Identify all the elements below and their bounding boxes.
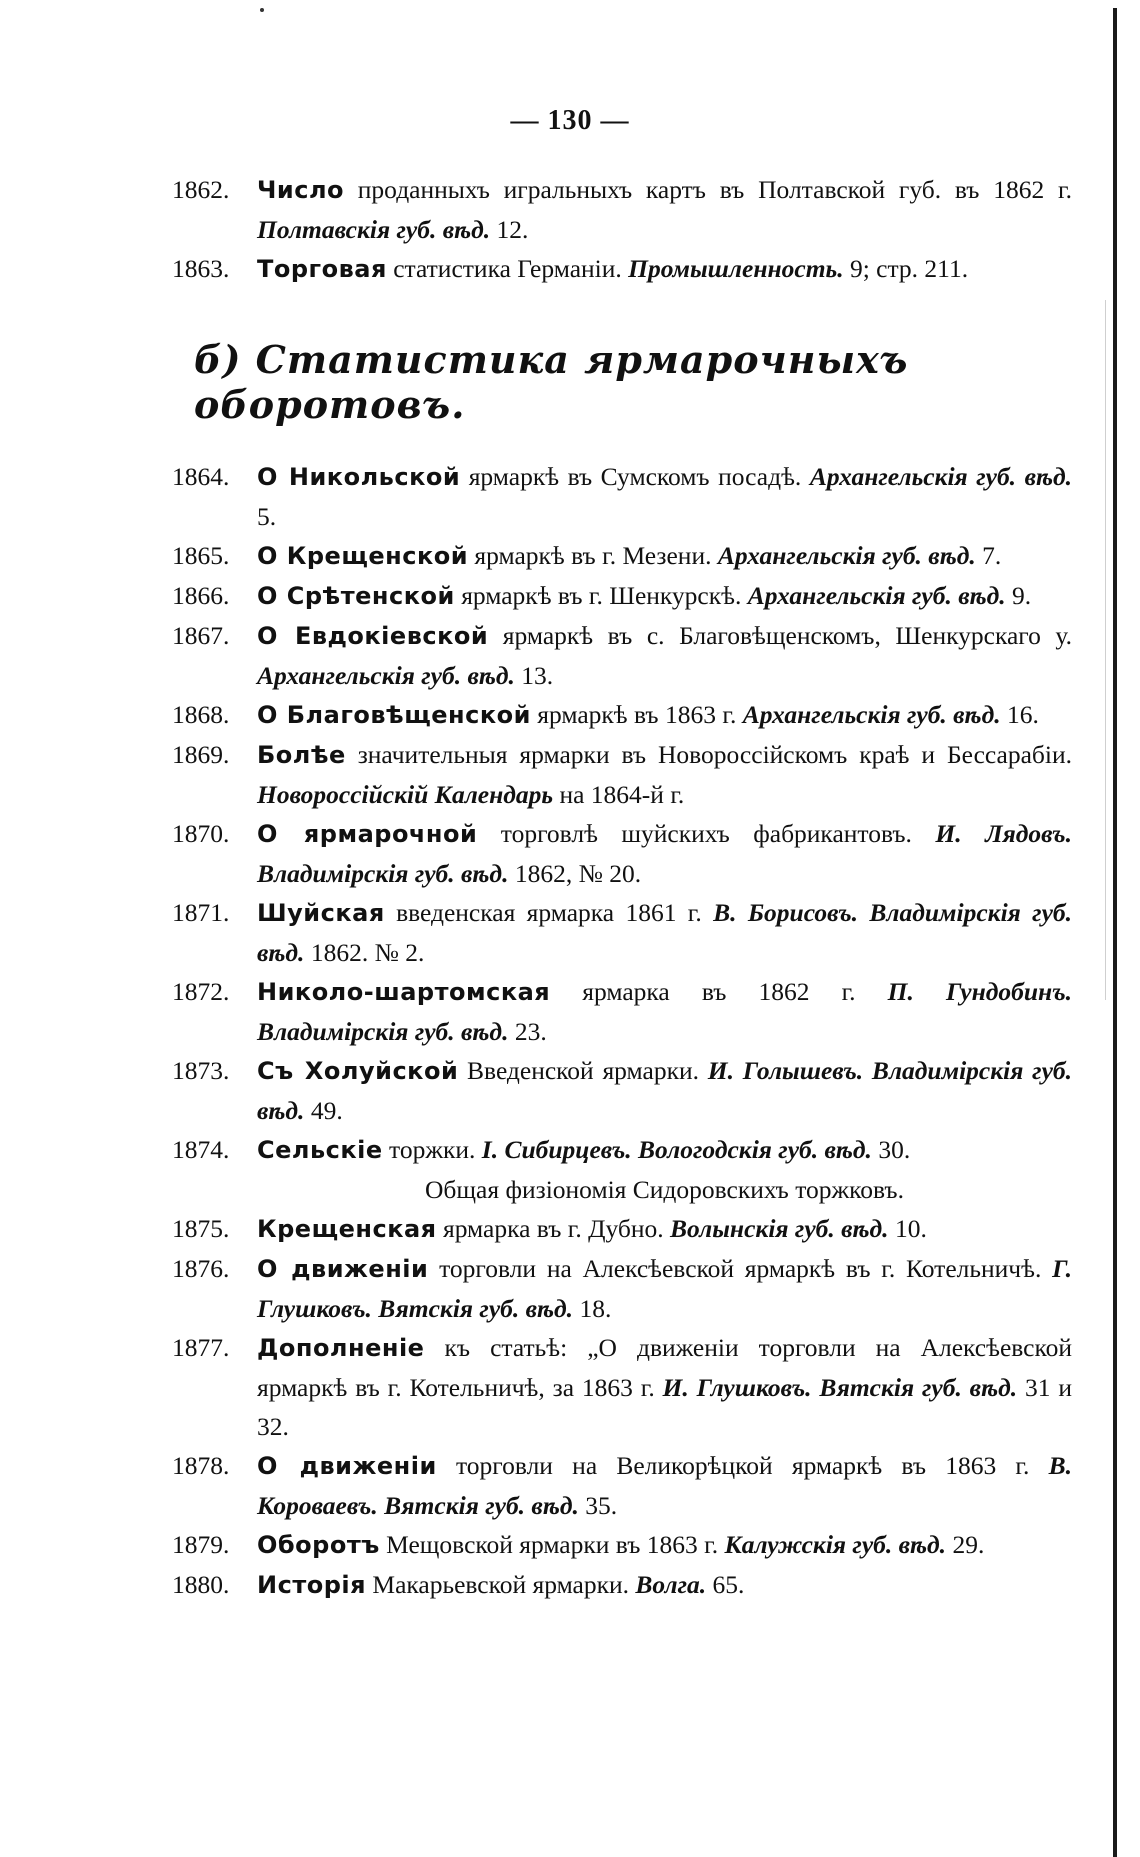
entry-body: ярмарка въ 1862 г. bbox=[550, 977, 888, 1006]
entry-source: В. Борисовъ. Владимірскія губ. вѣд. bbox=[257, 898, 1072, 967]
entry-number: 1877. bbox=[172, 1333, 230, 1362]
entry-number: 1868. bbox=[172, 700, 230, 729]
entry-body: торговлѣ шуйскихъ фабрикантовъ. bbox=[477, 819, 936, 848]
entry bbox=[172, 536, 1072, 576]
entry bbox=[172, 1446, 1072, 1525]
entry-number: 1864. bbox=[172, 462, 230, 491]
entry-body: торговли на Великорѣцкой ярмаркѣ въ 1863 г. bbox=[436, 1451, 1049, 1480]
entry-text bbox=[257, 536, 1072, 576]
entry-tail: 35. bbox=[578, 1491, 618, 1520]
entry-tail: на 1864-й г. bbox=[553, 780, 685, 809]
entry-source: Новороссійскій Календарь bbox=[257, 780, 554, 809]
entry bbox=[172, 170, 1072, 249]
entry-tail: 30. bbox=[871, 1135, 911, 1164]
entry-text bbox=[257, 814, 1072, 893]
entry-text bbox=[257, 1328, 1072, 1446]
entry-text bbox=[257, 1209, 1072, 1249]
entry-tail: 9. bbox=[1005, 581, 1032, 610]
entry-source: Г. Глушковъ. Вятскія губ. вѣд. bbox=[257, 1254, 1072, 1323]
entry-number: 1862. bbox=[172, 175, 230, 204]
entry-body: Мещовской ярмарки въ 1863 г. bbox=[379, 1530, 725, 1559]
entry-lead: О движеніи bbox=[257, 1452, 437, 1480]
entry-tail: 1862. № 2. bbox=[304, 938, 425, 967]
entry-source: Архангельскія губ. вѣд. bbox=[809, 462, 1072, 491]
entry-body: торжки. bbox=[382, 1135, 482, 1164]
entry-text bbox=[257, 1249, 1072, 1328]
section-heading: б) Статистика ярмарочныхъ оборотовъ. bbox=[194, 337, 909, 427]
entry-text bbox=[257, 576, 1072, 616]
entry-tail: 65. bbox=[706, 1570, 745, 1599]
page-number: — 130 — bbox=[510, 105, 630, 136]
entry-number: 1870. bbox=[172, 819, 230, 848]
page-edge-line bbox=[1113, 8, 1117, 1857]
entry-source: І. Сибирцевъ. Вологодскія губ. вѣд. bbox=[481, 1135, 872, 1164]
entry-body: къ статьѣ: „О движеніи торговли на Алексѣевской ярмаркѣ въ г. Котельничѣ, за 1863 г. bbox=[257, 1333, 1072, 1402]
entry-source: Архангельскія губ. вѣд. bbox=[742, 700, 1001, 729]
entry-tail: 31 и 32. bbox=[257, 1373, 1072, 1441]
entry-body: значительныя ярмарки въ Новороссійскомъ краѣ и Бессарабіи. bbox=[345, 740, 1072, 769]
entry-tail: 49. bbox=[304, 1096, 343, 1125]
entry-lead: О Срѣтенской bbox=[257, 582, 455, 610]
entry-lead: Дополненіе bbox=[257, 1334, 425, 1362]
entry-body: ярмаркѣ въ г. Шенкурскѣ. bbox=[454, 581, 748, 610]
entry bbox=[172, 576, 1072, 616]
entry bbox=[172, 1328, 1072, 1446]
entry-body: ярмарка въ г. Дубно. bbox=[436, 1214, 671, 1243]
entry-lead: О Евдокіевской bbox=[257, 622, 489, 650]
entry-source: Полтавскія губ. вѣд. bbox=[257, 215, 491, 244]
page-content bbox=[172, 170, 1072, 1605]
entry-text bbox=[257, 1525, 1072, 1565]
entry-tail: 10. bbox=[888, 1214, 927, 1243]
entry-lead: Оборотъ bbox=[257, 1531, 380, 1559]
entry-number: 1867. bbox=[172, 621, 230, 650]
entry-tail: 7. bbox=[975, 541, 1002, 570]
entry-tail: 13. bbox=[514, 661, 554, 690]
entry-subline: Общая физіономія Сидоровскихъ торжковъ. bbox=[425, 1175, 904, 1204]
entry-source: И. Лядовъ. Владимірскія губ. вѣд. bbox=[257, 819, 1072, 888]
entry-lead: Крещенская bbox=[257, 1215, 437, 1243]
entry-text bbox=[257, 695, 1072, 735]
entry-source: И. Голышевъ. Владимірскія губ. вѣд. bbox=[257, 1056, 1072, 1125]
entry-source: Волга. bbox=[635, 1570, 707, 1599]
entry-source: Волынскія губ. вѣд. bbox=[670, 1214, 889, 1243]
entry-number: 1863. bbox=[172, 254, 230, 283]
entry bbox=[172, 1249, 1072, 1328]
entry-body: торговли на Алексѣевской ярмаркѣ въ г. Котельничѣ. bbox=[428, 1254, 1053, 1283]
entry-body: Макарьевской ярмарки. bbox=[366, 1570, 636, 1599]
entry-number: 1871. bbox=[172, 898, 230, 927]
entry-source: Архангельскія губ. вѣд. bbox=[257, 661, 515, 690]
entry-body: ярмаркѣ въ с. Благовѣщенскомъ, Шенкурскаго у. bbox=[488, 621, 1072, 650]
entry-number: 1866. bbox=[172, 581, 230, 610]
entry-number: 1865. bbox=[172, 541, 230, 570]
entry bbox=[172, 616, 1072, 695]
entry bbox=[172, 695, 1072, 735]
entry-lead: Сельскіе bbox=[257, 1136, 383, 1164]
entry bbox=[172, 1525, 1072, 1565]
entry bbox=[172, 1051, 1072, 1130]
entry-tail: 23. bbox=[508, 1017, 547, 1046]
entry-lead: Николо-шартомская bbox=[257, 978, 551, 1006]
entry-text bbox=[257, 1446, 1072, 1525]
entry-source: Калужскія губ. вѣд. bbox=[724, 1530, 947, 1559]
entry-body: ярмаркѣ въ Сумскомъ посадѣ. bbox=[460, 462, 810, 491]
entry-lead: Съ Холуйской bbox=[257, 1057, 459, 1085]
entry-lead: Число bbox=[257, 176, 345, 204]
entry-number: 1869. bbox=[172, 740, 230, 769]
entry-source: В. Короваевъ. Вятскія губ. вѣд. bbox=[257, 1451, 1072, 1520]
entry-text bbox=[257, 1051, 1072, 1130]
entry-number: 1876. bbox=[172, 1254, 230, 1283]
entry bbox=[172, 735, 1072, 814]
scan-speck bbox=[260, 8, 264, 12]
entry-tail: 16. bbox=[1000, 700, 1039, 729]
entry-lead: Исторія bbox=[257, 1571, 367, 1599]
entry-tail: 18. bbox=[573, 1294, 612, 1323]
entry-lead: О Никольской bbox=[257, 463, 461, 491]
entry-source: Промышленность. bbox=[628, 254, 844, 283]
entry bbox=[172, 1209, 1072, 1249]
entry-tail: 5. bbox=[257, 502, 277, 531]
entry-text bbox=[257, 616, 1072, 695]
entry-lead: О движеніи bbox=[257, 1255, 429, 1283]
entry-text bbox=[257, 457, 1072, 536]
entry-lead: О Благовѣщенской bbox=[257, 701, 531, 729]
entry-text bbox=[257, 170, 1072, 249]
entry-number: 1873. bbox=[172, 1056, 230, 1085]
entry-source: Архангельскія губ. вѣд. bbox=[747, 581, 1006, 610]
entry-number: 1875. bbox=[172, 1214, 230, 1243]
entry-tail: 29. bbox=[946, 1530, 985, 1559]
entry-lead: Шуйская bbox=[257, 899, 385, 927]
entry bbox=[172, 249, 1072, 289]
entry-body: Введенской ярмарки. bbox=[458, 1056, 708, 1085]
entry-text bbox=[257, 972, 1072, 1051]
entry-body: ярмаркѣ въ 1863 г. bbox=[530, 700, 743, 729]
entry-source: Архангельскія губ. вѣд. bbox=[717, 541, 976, 570]
entry-body: проданныхъ игральныхъ картъ въ Полтавской губ. въ 1862 г. bbox=[344, 175, 1072, 204]
entry-lead: Болѣе bbox=[257, 741, 346, 769]
entry bbox=[172, 1130, 1072, 1170]
entry-body: введенская ярмарка 1861 г. bbox=[384, 898, 714, 927]
entry-body: статистика Германіи. bbox=[386, 254, 629, 283]
entry bbox=[172, 1565, 1072, 1605]
entry bbox=[172, 893, 1072, 972]
entry-text bbox=[257, 1565, 1072, 1605]
entry-number: 1874. bbox=[172, 1135, 230, 1164]
entry-text bbox=[257, 249, 1072, 289]
entry-number: 1880. bbox=[172, 1570, 230, 1599]
entry-number: 1879. bbox=[172, 1530, 230, 1559]
entry-lead: О ярмарочной bbox=[257, 820, 478, 848]
entry-body: ярмаркѣ въ г. Мезени. bbox=[468, 541, 718, 570]
entry bbox=[172, 972, 1072, 1051]
entry-tail: 9; стр. 211. bbox=[843, 254, 969, 283]
entry bbox=[172, 814, 1072, 893]
entry-number: 1878. bbox=[172, 1451, 230, 1480]
entry-lead: О Крещенской bbox=[257, 542, 469, 570]
entry-number: 1872. bbox=[172, 977, 230, 1006]
entry bbox=[172, 457, 1072, 536]
entry-tail: 1862, № 20. bbox=[508, 859, 642, 888]
entry-lead: Торговая bbox=[257, 255, 387, 283]
entry-source: И. Глушковъ. Вятскія губ. вѣд. bbox=[662, 1373, 1018, 1402]
entry-text bbox=[257, 735, 1072, 814]
entry-tail: 12. bbox=[490, 215, 529, 244]
entry-text bbox=[257, 1130, 1072, 1170]
entry-source: П. Гундобинъ. Владимірскія губ. вѣд. bbox=[257, 977, 1073, 1046]
page-edge-shadow bbox=[1105, 300, 1106, 1000]
entry-text bbox=[257, 893, 1072, 972]
